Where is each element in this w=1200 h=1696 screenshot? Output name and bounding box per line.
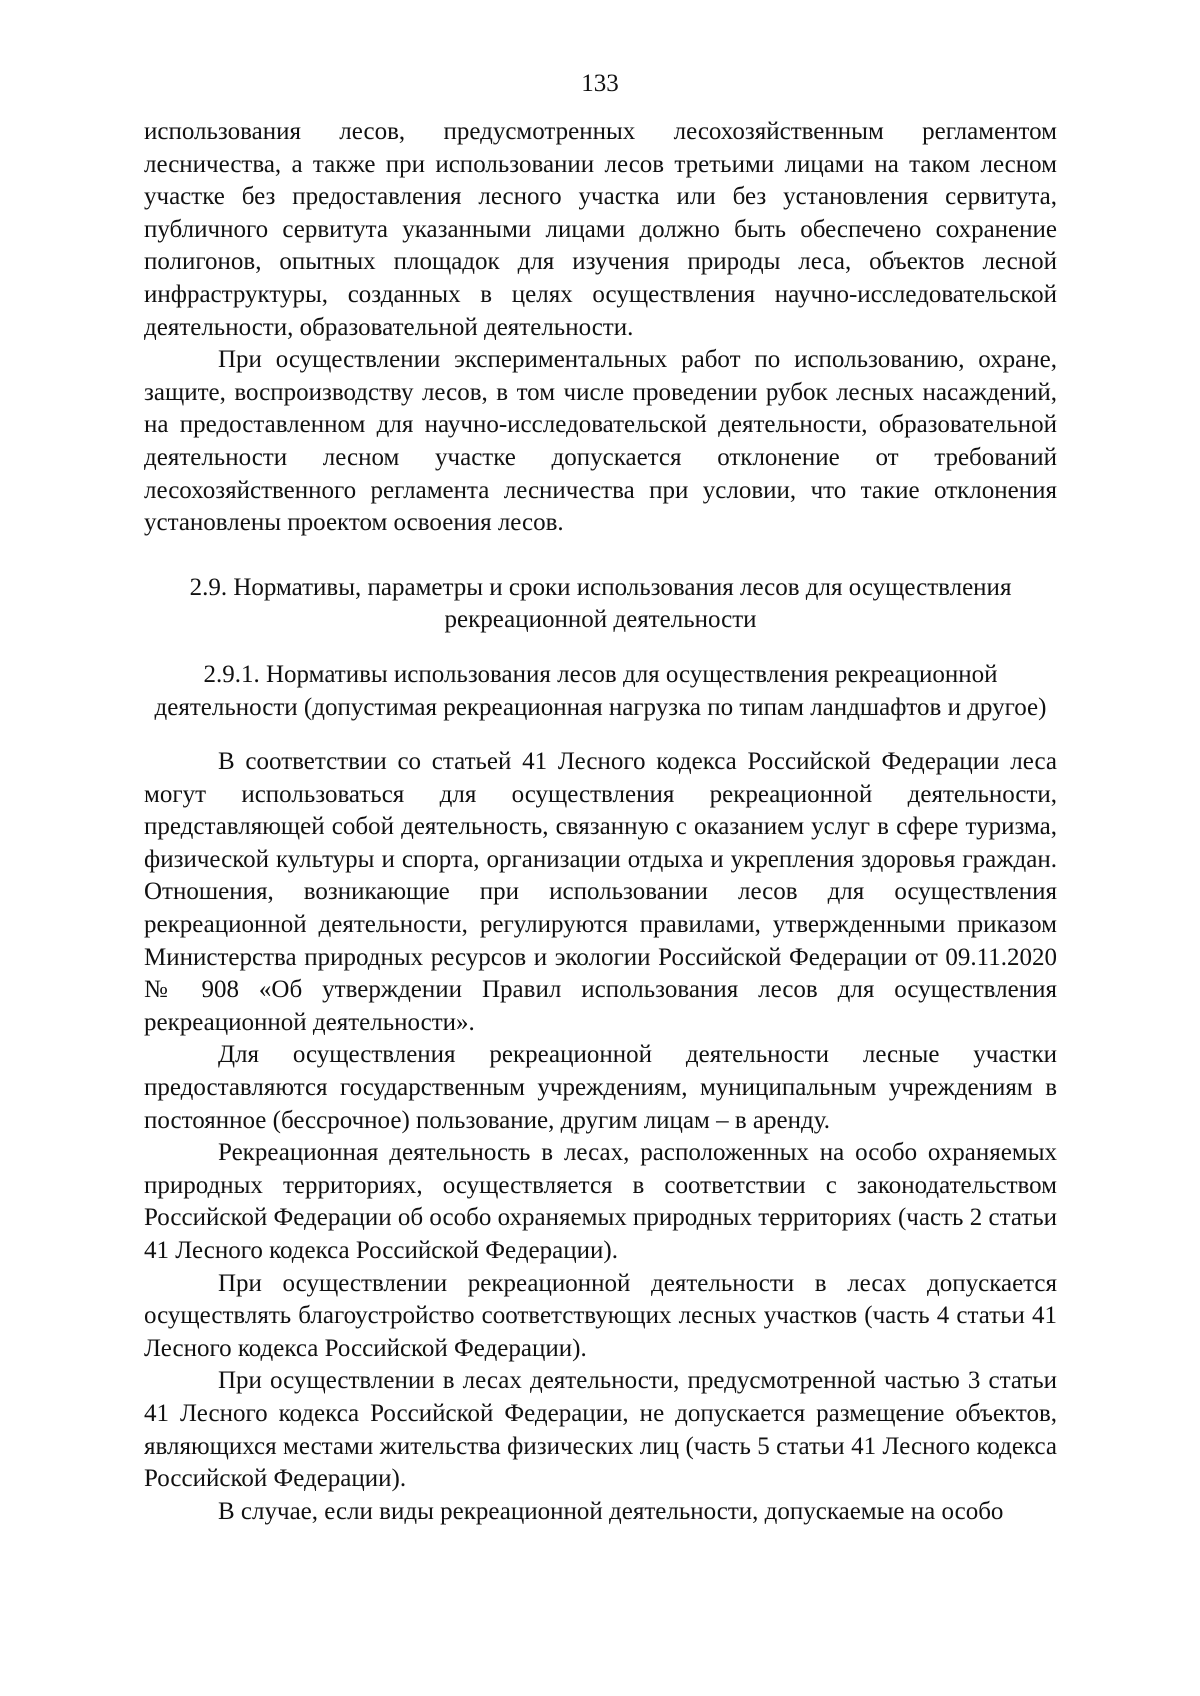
paragraph-experimental-works: При осуществлении экспериментальных работ по использованию, охране, защите, воспроизводству лесов, в том числе проведении рубок лесных насаждений, на предоставленном для научно-исследовательской деятельности, образовательной деятельности лесном участке допускается отклонение от требований лесохозяйственного регламента лесничества при условии, что такие отклонения установлены проектом освоения лесов. <box>144 346 1057 537</box>
page-number: 133 <box>581 70 619 97</box>
paragraph-land-provision: Для осуществления рекреационной деятельности лесные участки предоставляются государственным учреждениям, муниципальным учреждениям в постоянное (бессрочное) пользование, другим лицам – в аренду. <box>144 1041 1057 1134</box>
paragraph-protected-areas: Рекреационная деятельность в лесах, расположенных на особо охраняемых природных территориях, осуществляется в соответствии с законодательством Российской Федерации об особо охраняемых природных территориях (часть 2 статьи 41 Лесного кодекса Российской Федерации). <box>144 1139 1057 1264</box>
subsection-body <box>144 746 1057 1528</box>
paragraph-landscaping: При осуществлении рекреационной деятельности в лесах допускается осуществлять благоустройство соответствующих лесных участков (часть 4 статьи 41 Лесного кодекса Российской Федерации). <box>144 1269 1057 1362</box>
paragraph-continued: использования лесов, предусмотренных лесохозяйственным регламентом лесничества, а также при использовании лесов третьими лицами на таком лесном участке без предоставления лесного участка или без установления сервитута, публичного сервитута указанными лицами должно быть обеспечено сохранение полигонов, опытных площадок для изучения природы леса, объектов лесной инфраструктуры, созданных в целях осуществления научно-исследовательской деятельности, образовательной деятельности. <box>144 118 1057 341</box>
paragraph-residence-prohibition: При осуществлении в лесах деятельности, предусмотренной частью 3 статьи 41 Лесного кодекса Российской Федерации, не допускается размещение объектов, являющихся местами жительства физических лиц (часть 5 статьи 41 Лесного кодекса Российской Федерации). <box>144 1367 1057 1493</box>
paragraph-truncated: В случае, если виды рекреационной деятельности, допускаемые на особо <box>218 1497 1004 1525</box>
paragraph-article-41: В соответствии со статьей 41 Лесного кодекса Российской Федерации леса могут использоваться для осуществления рекреационной деятельности, представляющей собой деятельность, связанную с оказанием услуг в сфере туризма, физической культуры и спорта, организации отдыха и укрепления здоровья граждан. Отношения, возникающие при использовании лесов для осуществления рекреационной деятельности, регулируются правилами, утвержденными приказом Министерства природных ресурсов и экологии Российской Федерации от 09.11.2020 № 908 «Об утверждении Правил использования лесов для осуществления рекреационной деятельности». <box>144 748 1057 1036</box>
section-heading: 2.9. Нормативы, параметры и сроки использования лесов для осуществления рекреационной деятельности <box>189 573 1012 634</box>
subsection-heading: 2.9.1. Нормативы использования лесов для осуществления рекреационной деятельности (допустимая рекреационная нагрузка по типам ландшафтов и другое) <box>154 660 1047 721</box>
document-body <box>144 116 1057 1528</box>
